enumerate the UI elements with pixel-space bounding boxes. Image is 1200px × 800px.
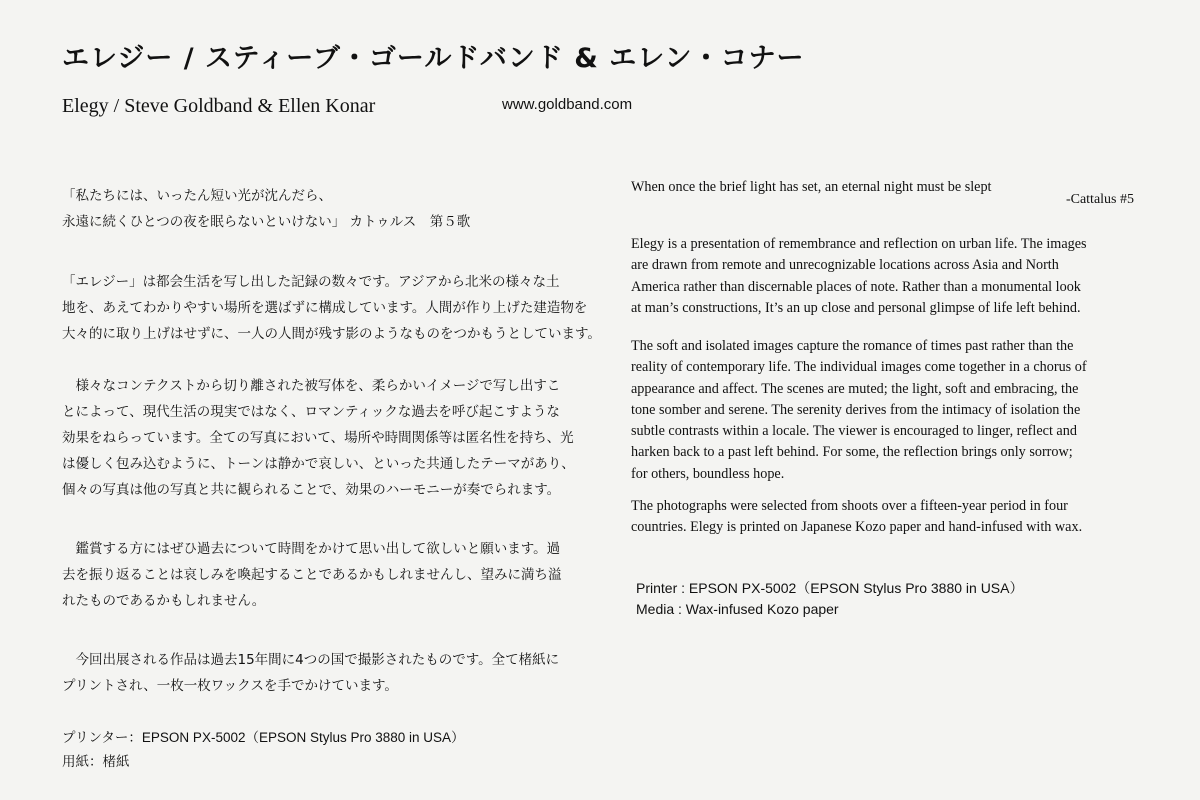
english-text-line: reality of contemporary life. The individual images come together in a chorus of <box>631 359 1087 376</box>
japanese-quote-line: 永遠に続くひとつの夜を眠らないといけない」 カトゥルス 第５歌 <box>62 214 471 230</box>
quote-attribution: -Cattalus #5 <box>1065 192 1134 207</box>
japanese-text-line: 「エレジー」は都会生活を写し出した記録の数々です。アジアから北米の様々な土 <box>62 274 560 290</box>
english-paragraph-1 <box>631 234 1087 319</box>
english-text-line: are drawn from remote and unrecognizable locations across Asia and North <box>631 257 1059 274</box>
japanese-printer-line: プリンター：EPSON PX-5002（EPSON Stylus Pro 3880 in USA） <box>62 730 465 745</box>
japanese-text-line: 様々なコンテクストから切り離された被写体を、柔らかいイメージで写し出すこ <box>62 378 561 394</box>
website-url: www.goldband.com <box>502 96 633 113</box>
japanese-text-line: れたものであるかもしれません。 <box>62 593 266 609</box>
japanese-print-specs <box>62 726 465 774</box>
japanese-quote-line: 「私たちには、いったん短い光が沈んだら、 <box>62 188 332 204</box>
english-print-specs <box>636 578 1024 620</box>
title-english: Elegy / Steve Goldband & Ellen Konar <box>62 95 376 117</box>
japanese-paragraph-2 <box>62 373 575 503</box>
japanese-text-line: 地を、あえてわかりやすい場所を選ばずに構成しています。人間が作り上げた建造物を <box>62 300 588 316</box>
english-text-line: appearance and affect. The scenes are muted; the light, soft and embracing, the <box>631 380 1079 397</box>
title-japanese: エレジー / スティーブ・ゴールドバンド & エレン・コナー <box>62 43 805 74</box>
english-paragraph-3 <box>631 496 1082 539</box>
english-text-line: for others, boundless hope. <box>631 465 785 482</box>
japanese-text-line: プリントされ、一枚一枚ワックスを手でかけています。 <box>62 678 398 694</box>
english-printer-line: Printer : EPSON PX-5002（EPSON Stylus Pro 3880 in USA） <box>636 580 1024 596</box>
english-text-line: harken back to a past left behind. For some, the reflection brings only sorrow; <box>631 444 1073 461</box>
english-text-line: subtle contrasts within a locale. The viewer is encouraged to linger, reflect and <box>631 423 1077 440</box>
english-text-line: countries. Elegy is printed on Japanese Kozo paper and hand-infused with wax. <box>631 519 1083 536</box>
english-text-line: The photographs were selected from shoots over a fifteen-year period in four <box>631 498 1068 514</box>
japanese-media-line: 用紙：楮紙 <box>62 754 130 769</box>
japanese-text-line: 大々的に取り上げはせずに、一人の人間が残す影のようなものをつかもうとしています。 <box>62 326 601 342</box>
japanese-text-line: 今回出展される作品は過去15年間に4つの国で撮影されたものです。全て楮紙に <box>62 652 560 668</box>
japanese-quote <box>62 183 470 235</box>
english-text-line: tone somber and serene. The serenity derives from the intimacy of isolation the <box>631 401 1081 418</box>
japanese-text-line: 去を振り返ることは哀しみを喚起することであるかもしれませんし、望みに満ち溢 <box>62 567 562 583</box>
japanese-text-line: とによって、現代生活の現実ではなく、ロマンティックな過去を呼び起こすような <box>62 404 560 420</box>
japanese-paragraph-1 <box>62 269 601 347</box>
english-quote: When once the brief light has set, an eternal night must be slept <box>631 179 992 195</box>
english-text-line: at man’s constructions, It’s an up close and personal glimpse of life left behind. <box>631 299 1081 316</box>
english-paragraph-2 <box>631 336 1087 485</box>
english-text-line: The soft and isolated images capture the romance of times past rather than the <box>631 338 1074 354</box>
japanese-text-line: 個々の写真は他の写真と共に観られることで、効果のハーモニーが奏でられます。 <box>62 482 561 498</box>
english-media-line: Media : Wax-infused Kozo paper <box>636 601 839 617</box>
japanese-paragraph-3 <box>62 536 562 614</box>
japanese-paragraph-4 <box>62 647 559 699</box>
japanese-text-line: は優しく包み込むように、トーンは静かで哀しい、といった共通したテーマがあり、 <box>62 456 575 472</box>
english-text-line: Elegy is a presentation of remembrance and reflection on urban life. The images <box>631 236 1087 252</box>
japanese-text-line: 効果をねらっています。全ての写真において、場所や時間関係等は匿名性を持ち、光 <box>62 430 574 446</box>
english-text-line: America rather than discernable places of note. Rather than a monumental look <box>631 278 1081 295</box>
japanese-text-line: 鑑賞する方にはぜひ過去について時間をかけて思い出して欲しいと願います。過 <box>62 541 561 557</box>
